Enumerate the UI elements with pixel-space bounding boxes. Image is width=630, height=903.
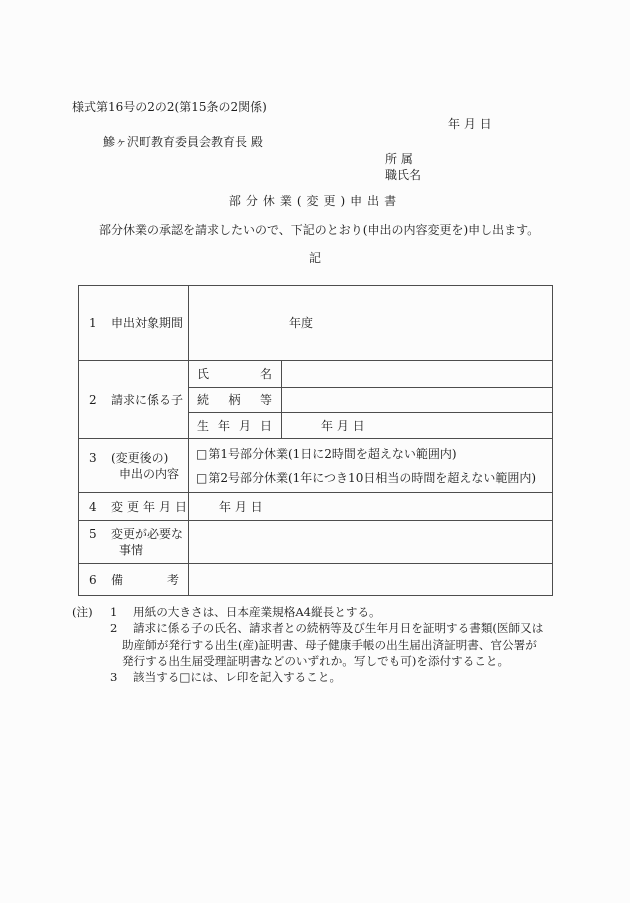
note-1-number: 1 — [110, 605, 118, 619]
row1-number: 1 — [89, 316, 97, 330]
table-row-1 — [79, 286, 552, 360]
addressee-line: 鰺ヶ沢町教育委員会教育長 殿 — [103, 135, 263, 149]
change-date-field[interactable] — [189, 493, 552, 520]
row5-label-line1: 変更が必要な — [111, 527, 184, 541]
row3-options-cell — [189, 439, 552, 492]
note-1 — [72, 604, 592, 620]
checkbox-icon[interactable]: □ — [196, 470, 208, 485]
job-name-label: 職氏名 — [385, 168, 422, 182]
note-spacer — [72, 620, 110, 636]
table-row-4 — [79, 492, 552, 520]
row2-label-cell — [79, 361, 189, 438]
row3-label-line2: 申出の内容 — [119, 466, 180, 481]
body-sentence: 部分休業の承認を請求したいので、下記のとおり(申出の内容変更を)申し出ます。 — [99, 223, 540, 237]
notes-block — [72, 604, 592, 685]
application-table — [78, 285, 553, 596]
table-row-2 — [79, 360, 552, 438]
note-3-text: 該当する□には、レ印を記入すること。 — [133, 670, 342, 685]
option-type2[interactable] — [196, 470, 552, 486]
note-2-line2: 助産師が発行する出生(産)証明書、母子健康手帳の出生届出済証明書、官公署が — [122, 637, 537, 652]
remarks-field[interactable] — [189, 564, 552, 595]
page-title: 部分休業(変更)申出書 — [228, 194, 402, 208]
row6-number: 6 — [89, 572, 97, 587]
child-name-field[interactable] — [282, 361, 552, 387]
row5-number: 5 — [89, 527, 97, 541]
form-number: 様式第16号の2の2(第15条の2関係) — [72, 100, 267, 114]
row4-label-cell — [79, 493, 189, 520]
row2-number: 2 — [89, 392, 97, 407]
option-type1-label: 第1号部分休業(1日に2時間を超えない範囲内) — [208, 446, 457, 461]
row6-label: 備考 — [111, 572, 179, 587]
birthdate-label: 生年月日 — [197, 418, 272, 433]
relation-label: 続柄等 — [197, 392, 272, 407]
row3-number: 3 — [89, 450, 97, 465]
row4-number: 4 — [89, 499, 97, 514]
note-1-text: 用紙の大きさは、日本産業規格A4縦長とする。 — [133, 605, 381, 619]
row3-label-line1: (変更後の) — [111, 450, 169, 465]
row3-label-cell — [79, 439, 189, 492]
note-2-number: 2 — [110, 621, 118, 636]
table-row-3 — [79, 438, 552, 492]
row1-value-cell[interactable] — [189, 286, 552, 360]
checkbox-icon[interactable]: □ — [196, 446, 208, 461]
note-3 — [72, 669, 592, 685]
row6-label-cell — [79, 564, 189, 595]
record-mark: 記 — [308, 251, 321, 265]
child-name-label-cell — [189, 361, 282, 387]
row1-label: 申出対象期間 — [111, 316, 184, 330]
birthdate-placeholder[interactable]: 年 月 日 — [321, 418, 365, 433]
relation-row — [189, 387, 552, 413]
note-2-line3: 発行する出生届受理証明書などのいずれか。写しでも可)を添付すること。 — [122, 653, 510, 668]
relation-label-cell — [189, 388, 282, 413]
option-type1[interactable] — [196, 446, 552, 462]
relation-field[interactable] — [282, 388, 552, 413]
row4-label: 変更年月日 — [111, 499, 187, 514]
reason-field[interactable] — [189, 521, 552, 563]
option-type2-label: 第2号部分休業(1年につき10日相当の時間を超えない範囲内) — [208, 470, 537, 485]
table-row-6 — [79, 563, 552, 595]
birthdate-label-cell — [189, 413, 282, 438]
note-prefix: (注) — [72, 605, 93, 619]
row2-sub-rows — [189, 361, 552, 438]
note-2-line1: 請求に係る子の氏名、請求者との続柄等及び生年月日を証明する書類(医師又は — [133, 621, 544, 636]
affiliation-label: 所 属 — [385, 152, 413, 166]
change-date-placeholder[interactable]: 年 月 日 — [219, 499, 263, 514]
note-2 — [72, 620, 592, 636]
note-3-number: 3 — [110, 670, 118, 685]
row1-label-cell — [79, 286, 189, 360]
child-name-row — [189, 361, 552, 387]
birthdate-field[interactable] — [282, 413, 552, 438]
row5-label-cell — [79, 521, 189, 563]
date-field[interactable]: 年 月 日 — [448, 117, 492, 131]
note-spacer — [72, 669, 110, 685]
birthdate-row — [189, 412, 552, 438]
child-name-label: 氏名 — [197, 366, 272, 381]
row2-label: 請求に係る子 — [111, 392, 184, 407]
table-row-5 — [79, 520, 552, 563]
row5-label-line2: 事情 — [119, 543, 144, 557]
fiscal-year-field[interactable]: 年度 — [289, 316, 314, 330]
